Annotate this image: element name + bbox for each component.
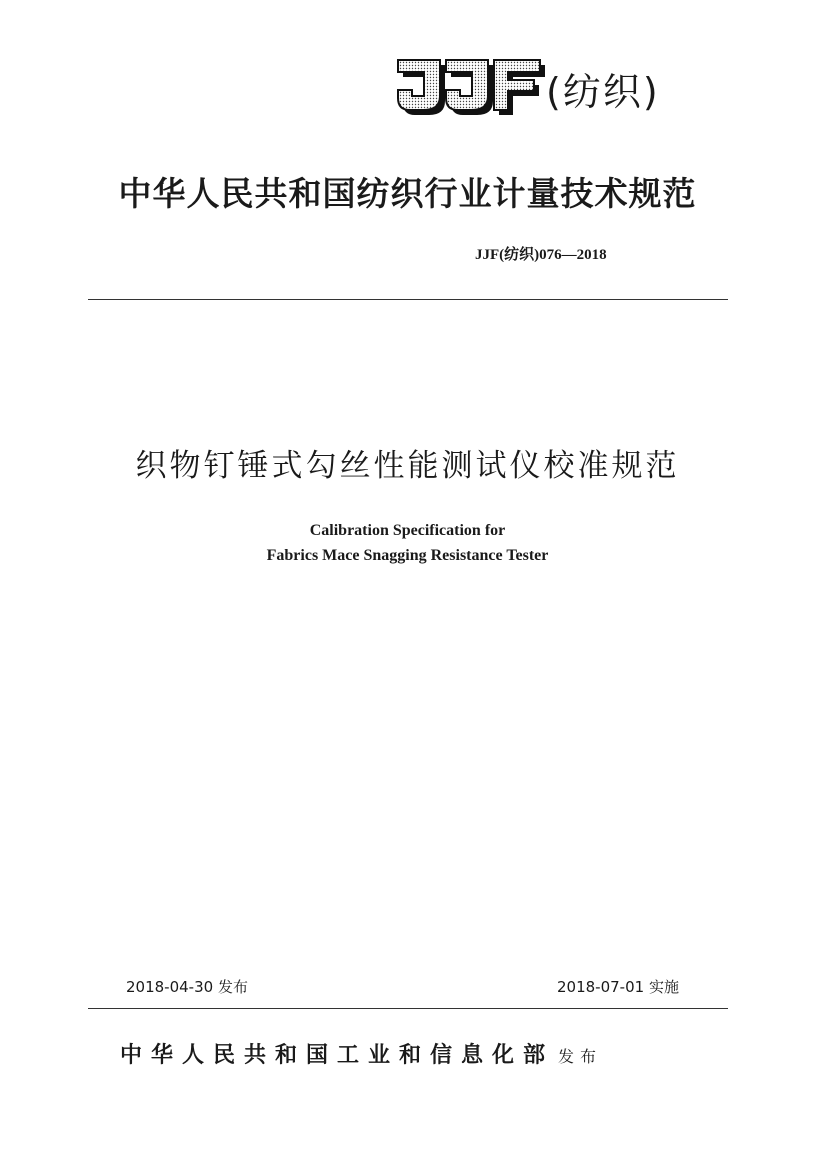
document-title-en-line2: Fabrics Mace Snagging Resistance Tester [266, 547, 549, 564]
issue-date: 2018-04-30 发布 [126, 978, 248, 996]
implementation-date: 2018-07-01 实施 [557, 978, 679, 996]
document-title-cn: 织物钉锤式勾丝性能测试仪校准规范 [135, 448, 680, 484]
document-title-en-line1: Calibration Specification for [309, 522, 506, 539]
jjf-logo-mark [396, 58, 548, 118]
bottom-divider [88, 1008, 728, 1009]
publisher [120, 1038, 602, 1072]
document-number: JJF(纺织)076—2018 [475, 247, 607, 263]
series-title: 中华人民共和国纺织行业计量技术规范 [118, 174, 697, 213]
logo-suffix: (纺织) [546, 70, 660, 114]
top-divider [88, 299, 728, 300]
publisher-name: 中华人民共和国工业和信息化部 [120, 1042, 555, 1068]
publisher-verb: 发布 [558, 1047, 603, 1066]
